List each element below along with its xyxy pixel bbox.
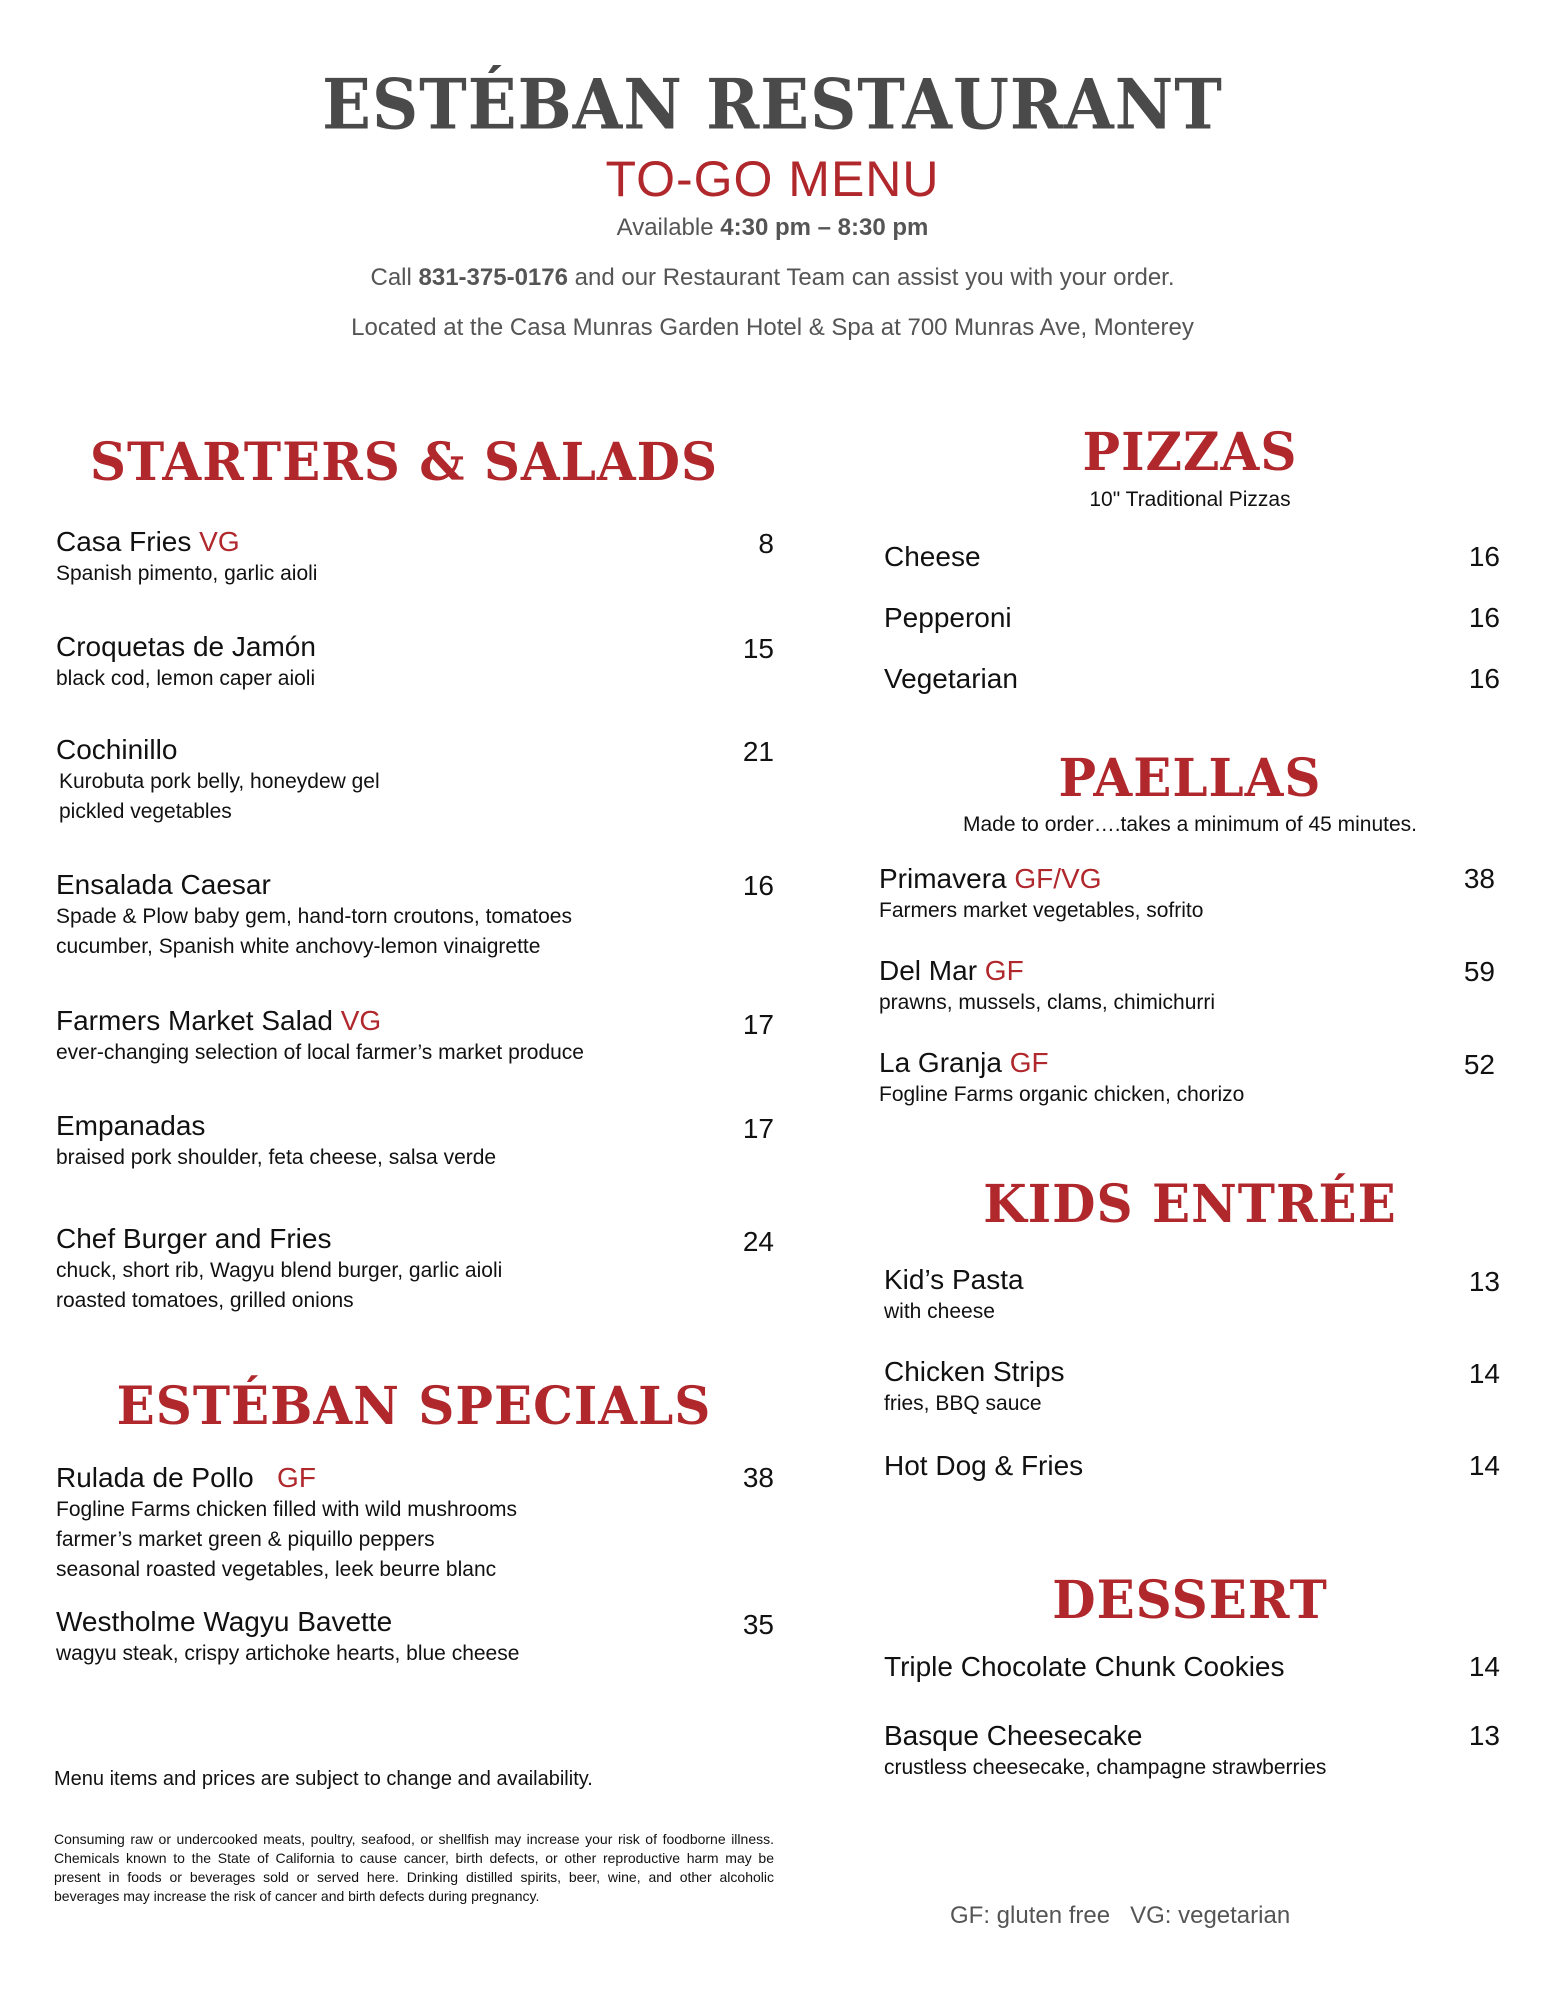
menu-item-westholme-wagyu: [56, 1605, 519, 1669]
dietary-tag: GF: [277, 1462, 316, 1493]
item-name: Kid’s Pasta: [884, 1264, 1024, 1295]
menu-item-chef-burger: [56, 1222, 502, 1316]
menu-item-la-granja: [879, 1046, 1244, 1110]
dietary-tag: GF: [1009, 1047, 1049, 1078]
item-name: Cheese: [884, 541, 981, 572]
item-description: roasted tomatoes, grilled onions: [56, 1289, 354, 1312]
pizzas-section-title: PIZZAS: [1082, 420, 1298, 483]
call-prefix: Call: [370, 264, 419, 291]
availability-note: Menu items and prices are subject to change and availability.: [54, 1768, 593, 1790]
dietary-tag: VG: [340, 1005, 382, 1036]
item-description: chuck, short rib, Wagyu blend burger, garlic aioli: [56, 1259, 503, 1282]
availability-line: [0, 214, 1545, 242]
menu-item-cheese-pizza: [884, 540, 981, 574]
call-suffix: and our Restaurant Team can assist you with your order.: [567, 264, 1175, 291]
menu-item-croquetas: [56, 630, 316, 694]
menu-item-del-mar: [879, 954, 1215, 1018]
item-price: 38: [1463, 863, 1495, 894]
item-name: Cochinillo: [56, 734, 178, 765]
restaurant-name: ESTÉBAN RESTAURANT: [322, 65, 1223, 146]
dietary-tag: GF: [984, 955, 1024, 986]
item-description: with cheese: [884, 1300, 995, 1323]
phone-number: 831-375-0176: [418, 264, 568, 291]
item-description: prawns, mussels, clams, chimichurri: [879, 991, 1216, 1014]
availability-hours: 4:30 pm – 8:30 pm: [720, 214, 929, 241]
item-name: La Granja: [879, 1047, 1002, 1078]
item-description: crustless cheesecake, champagne strawberries: [884, 1756, 1327, 1779]
menu-item-ensalada-caesar: [56, 868, 572, 962]
item-description: Kurobuta pork belly, honeydew gel: [59, 770, 380, 793]
menu-item-basque-cheesecake: [884, 1719, 1326, 1783]
location-line: Located at the Casa Munras Garden Hotel & Spa at 700 Munras Ave, Monterey: [351, 314, 1194, 341]
item-price: 52: [1463, 1049, 1495, 1080]
item-price: 59: [1463, 956, 1495, 987]
item-price: 16: [1468, 602, 1500, 633]
pizzas-subtitle: 10" Traditional Pizzas: [1089, 488, 1291, 511]
specials-section-title: ESTÉBAN SPECIALS: [116, 1374, 712, 1437]
paellas-subtitle: Made to order….takes a minimum of 45 minutes.: [962, 813, 1418, 836]
call-line: [0, 264, 1545, 292]
item-name: Hot Dog & Fries: [884, 1450, 1084, 1481]
item-description: Farmers market vegetables, sofrito: [879, 899, 1204, 922]
item-price: 24: [742, 1226, 774, 1257]
item-description: Spanish pimento, garlic aioli: [56, 562, 318, 585]
item-price: 17: [742, 1009, 774, 1040]
item-price: 16: [1468, 541, 1500, 572]
item-name: Del Mar: [879, 955, 978, 986]
item-description: fries, BBQ sauce: [884, 1392, 1042, 1415]
dietary-tag: GF/VG: [1014, 863, 1102, 894]
item-description: Spade & Plow baby gem, hand-torn croutons, tomatoes: [56, 905, 572, 928]
item-name: Empanadas: [56, 1110, 206, 1141]
dietary-tag: VG: [199, 526, 240, 557]
item-description: black cod, lemon caper aioli: [56, 667, 316, 690]
paellas-section-title: PAELLAS: [1058, 746, 1322, 809]
availability-prefix: Available: [616, 214, 721, 241]
item-price: 16: [1468, 663, 1500, 694]
starters-section-title: STARTERS & SALADS: [89, 430, 719, 493]
item-name: Primavera: [879, 863, 1007, 894]
item-price: 13: [1468, 1720, 1500, 1751]
item-description: wagyu steak, crispy artichoke hearts, blue cheese: [56, 1642, 520, 1665]
item-price: 21: [742, 736, 774, 767]
item-name: Chicken Strips: [884, 1356, 1065, 1387]
menu-item-pepperoni-pizza: [884, 601, 1012, 635]
item-price: 14: [1468, 1651, 1500, 1682]
item-price: 17: [742, 1113, 774, 1144]
item-name: Farmers Market Salad: [56, 1005, 333, 1036]
item-description: cucumber, Spanish white anchovy-lemon vinaigrette: [56, 935, 541, 958]
item-name: Ensalada Caesar: [56, 869, 271, 900]
item-description: farmer’s market green & piquillo peppers: [56, 1528, 435, 1551]
item-price: 35: [742, 1609, 774, 1640]
item-name: Vegetarian: [884, 663, 1018, 694]
item-name: Chef Burger and Fries: [56, 1223, 332, 1254]
item-price: 8: [758, 528, 774, 559]
menu-item-empanadas: [56, 1109, 496, 1173]
item-price: 14: [1468, 1358, 1500, 1389]
health-disclaimer: Consuming raw or undercooked meats, poultry, seafood, or shellfish may increase your risk of foodborne illness. Chemicals known to the State of California to cause cancer, birth defects, or other reproductive harm may be present in foods or beverages sold or served here. Drinking distilled spirits, beer, wine, and other alcoholic beverages may increase the risk of cancer and birth defects during pregnancy.: [54, 1831, 774, 1904]
item-description: braised pork shoulder, feta cheese, salsa verde: [56, 1146, 497, 1169]
item-name: Casa Fries: [56, 526, 192, 557]
item-name: Basque Cheesecake: [884, 1720, 1143, 1751]
menu-item-farmers-market-salad: [56, 1004, 584, 1068]
menu-item-chicken-strips: [884, 1355, 1065, 1419]
item-price: 14: [1468, 1450, 1500, 1481]
menu-item-primavera: [879, 862, 1203, 926]
item-description: ever-changing selection of local farmer’s market produce: [56, 1041, 584, 1064]
dessert-section-title: DESSERT: [1052, 1568, 1328, 1631]
item-name: Rulada de Pollo: [56, 1462, 254, 1493]
item-name: Triple Chocolate Chunk Cookies: [884, 1651, 1285, 1682]
item-name: Westholme Wagyu Bavette: [56, 1606, 393, 1637]
item-price: 13: [1468, 1266, 1500, 1297]
menu-title: TO-GO MENU: [605, 151, 940, 207]
menu-item-chocolate-cookies: [884, 1650, 1285, 1684]
menu-item-kids-pasta: [884, 1263, 1024, 1327]
menu-item-hot-dog: [884, 1449, 1083, 1483]
item-name: Croquetas de Jamón: [56, 631, 316, 662]
menu-item-vegetarian-pizza: [884, 662, 1018, 696]
item-description: Fogline Farms organic chicken, chorizo: [879, 1083, 1245, 1106]
menu-item-cochinillo: [56, 733, 380, 827]
menu-item-casa-fries: [56, 525, 317, 589]
kids-section-title: KIDS ENTRÉE: [983, 1172, 1397, 1235]
item-price: 16: [742, 870, 774, 901]
dietary-legend: GF: gluten free VG: vegetarian: [950, 1902, 1291, 1929]
menu-item-rulada-de-pollo: [56, 1461, 517, 1585]
item-price: 38: [742, 1462, 774, 1493]
item-description: Fogline Farms chicken filled with wild mushrooms: [56, 1498, 517, 1521]
item-description: pickled vegetables: [59, 800, 232, 823]
item-price: 15: [742, 633, 774, 664]
item-name: Pepperoni: [884, 602, 1012, 633]
item-description: seasonal roasted vegetables, leek beurre blanc: [56, 1558, 497, 1581]
